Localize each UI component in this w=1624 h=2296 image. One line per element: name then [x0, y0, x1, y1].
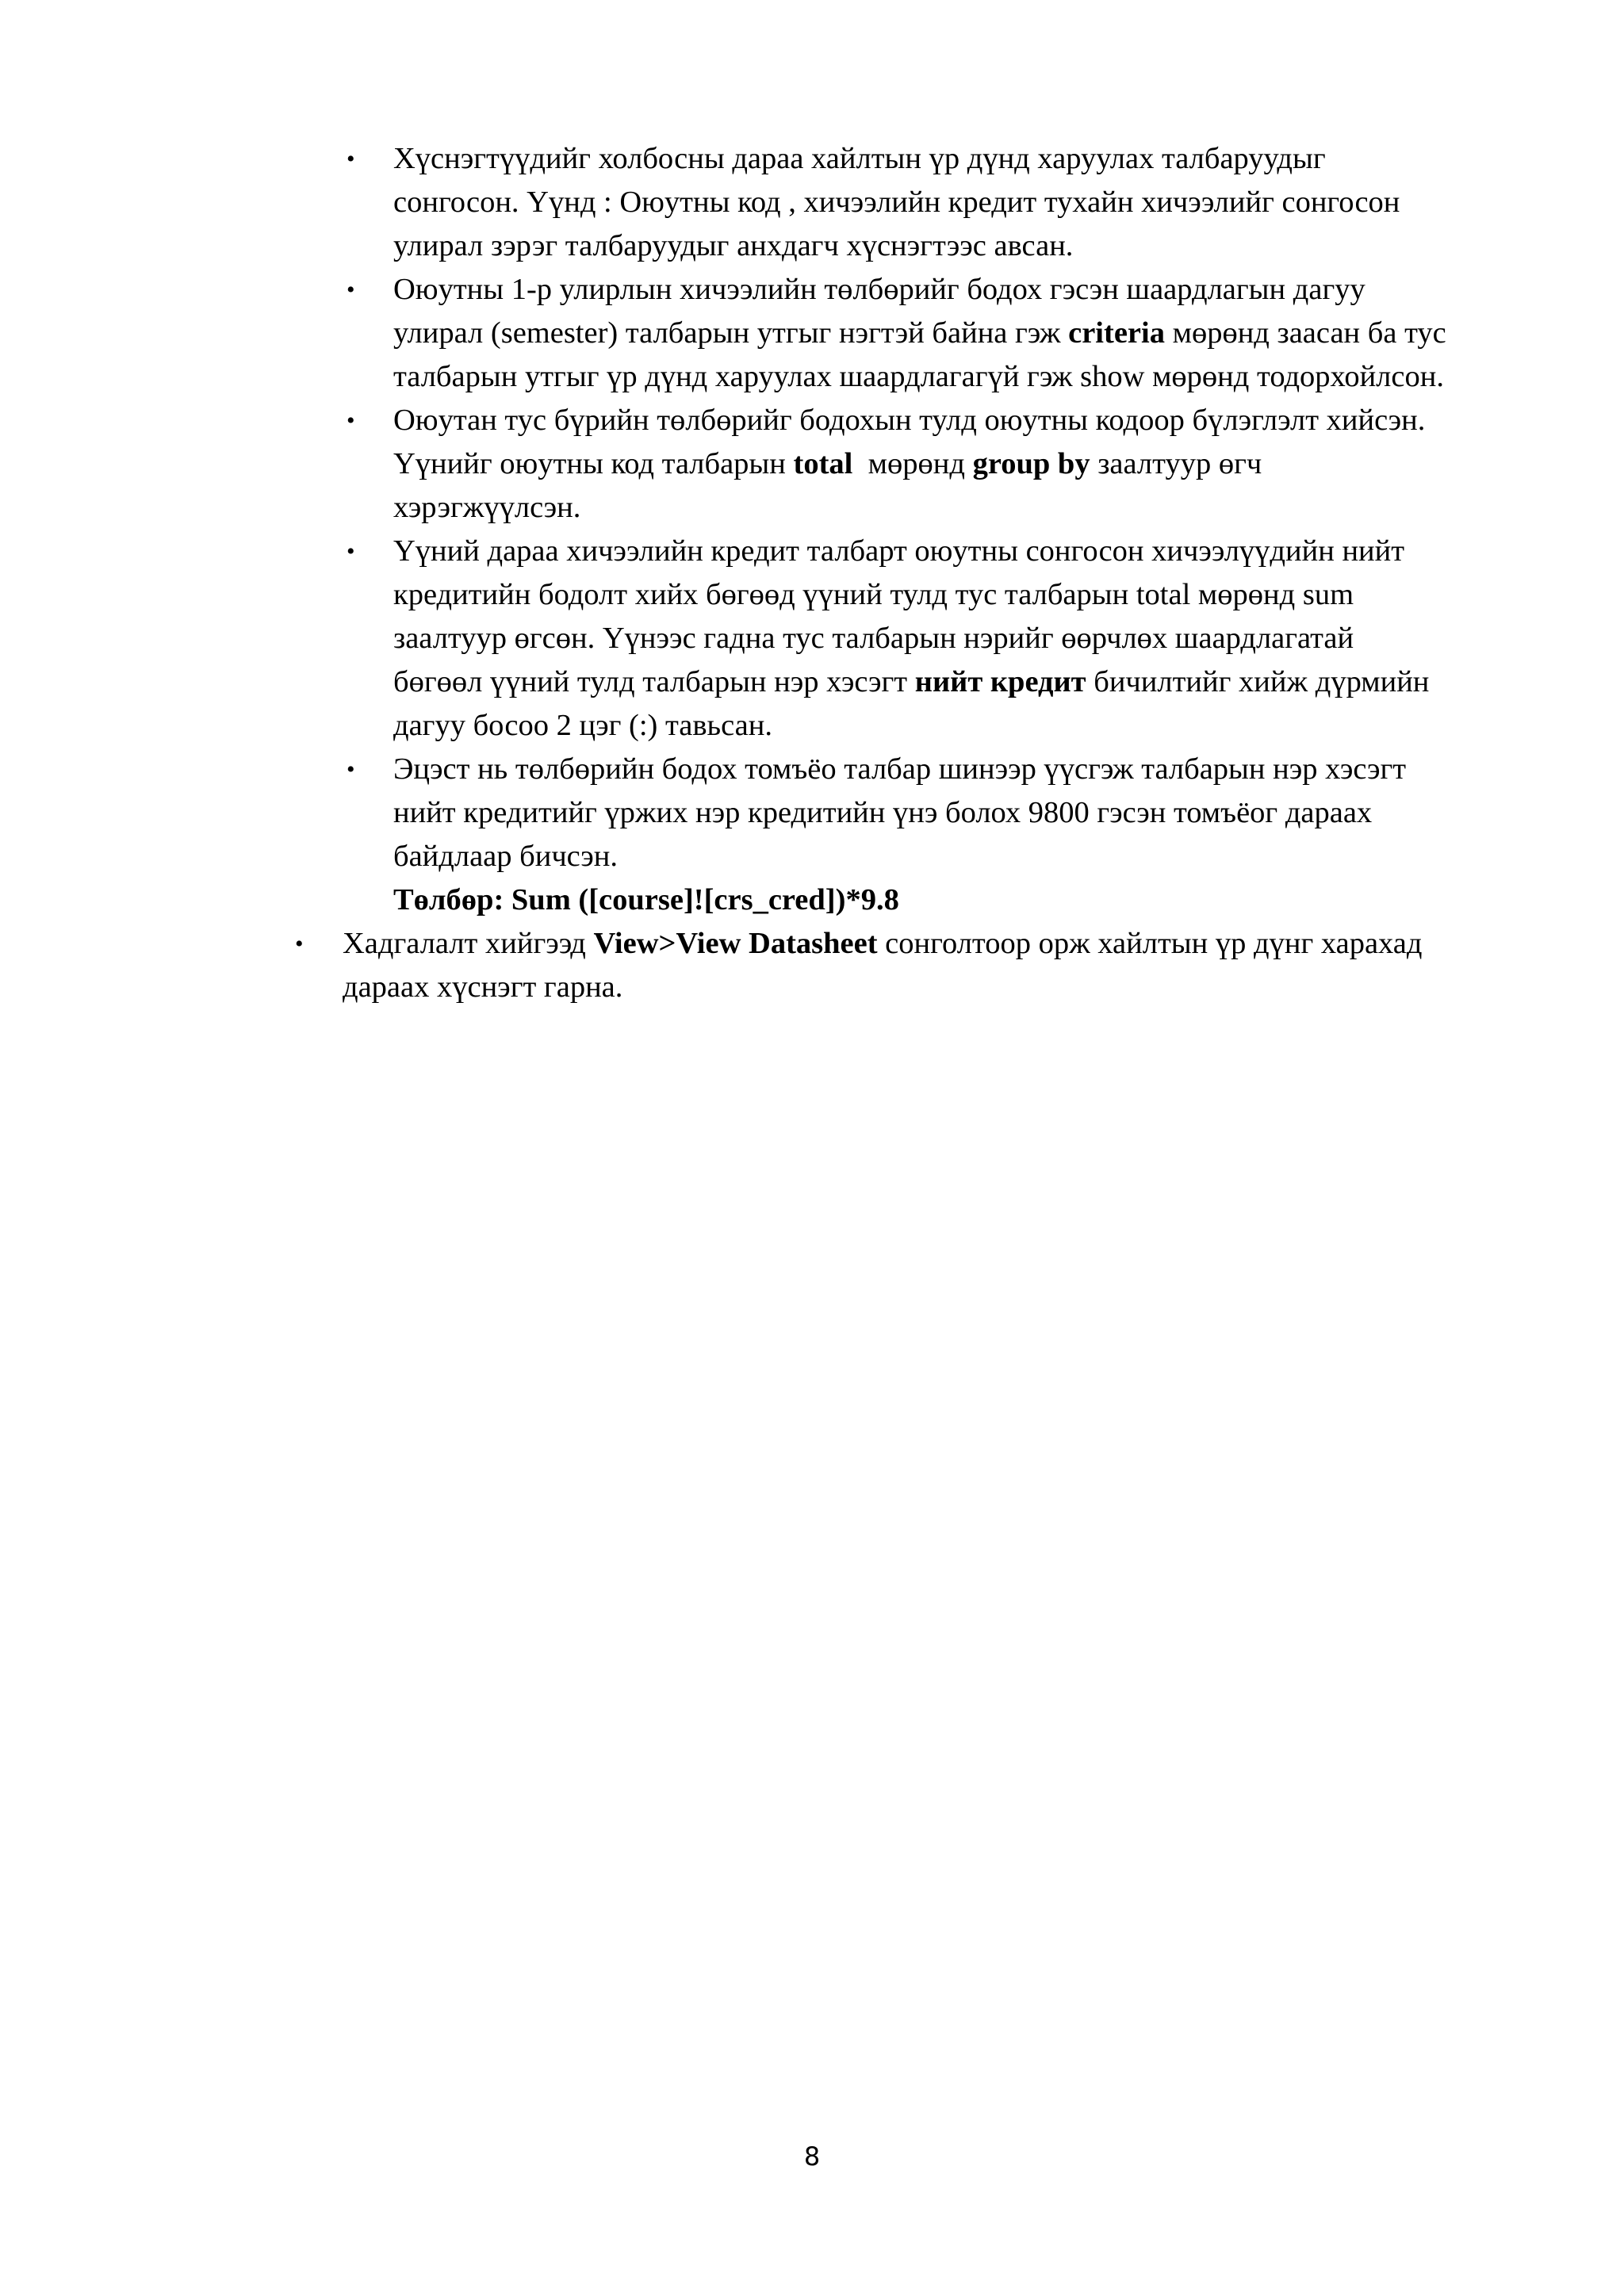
text-line: Үүний дараа хичээлийн кредит талбарт оюутны сонгосон хичээлүүдийн нийт [393, 534, 1405, 568]
text-span: Үүнийг оюутны код талбарын [393, 447, 794, 480]
text-line: Хүснэгтүүдийг холбосны дараа хайлтын үр дүнд харуулах талбаруудыг [393, 142, 1326, 175]
text-line [393, 312, 1446, 355]
text-line: хэрэгжүүлсэн. [393, 491, 581, 524]
text-line: нийт кредитийг үржих нэр кредитийн үнэ болох 9800 гэсэн томъёог дараах [393, 796, 1373, 829]
bold-term: View>View Datasheet [593, 927, 878, 960]
bullet-item-joined-fields [347, 137, 1400, 268]
bullet-icon: • [295, 931, 304, 957]
text-span: бичилтийг хийж дүрмийн [1086, 665, 1430, 698]
bold-term: нийт кредит [914, 665, 1086, 698]
bullet-item-semester-criteria [347, 268, 1446, 399]
bullet-icon: • [347, 146, 355, 172]
text-span: бөгөөл үүний тулд талбарын нэр хэсэгт [393, 665, 915, 698]
bullet-icon: • [347, 756, 355, 783]
text-line: Оюутны 1-р улирлын хичээлийн төлбөрийг бодох гэсэн шаардлагын дагуу [393, 273, 1365, 306]
text-span: Хадгалалт хийгээд [343, 927, 594, 960]
text-line: дараах хүснэгт гарна. [343, 970, 623, 1004]
text-line: Эцэст нь төлбөрийн бодох томъёо талбар шинээр үүсгэж талбарын нэр хэсэгт [393, 752, 1407, 786]
text-span: сонголтоор орж хайлтын үр дүнг харахад [877, 927, 1423, 960]
text-line: улирал зэрэг талбаруудыг анхдагч хүснэгтээс авсан. [393, 229, 1074, 262]
bullet-item-payment-formula [347, 748, 1407, 922]
bullet-item-view-datasheet [295, 922, 1423, 1009]
bullet-item-sum-credit [347, 530, 1430, 748]
text-line [393, 660, 1429, 704]
text-line: байдлаар бичсэн. [393, 840, 618, 873]
bold-term: group by [972, 447, 1090, 480]
text-line [393, 442, 1425, 486]
bold-term: criteria [1068, 316, 1165, 350]
page-number: 8 [803, 2141, 821, 2172]
text-line: сонгосон. Үүнд : Оюутны код , хичээлийн кредит тухайн хичээлийг сонгосон [393, 186, 1400, 219]
bullet-icon: • [347, 408, 355, 434]
text-span: заалтуур өгч [1090, 447, 1262, 480]
formula-text: Төлбөр: Sum ([course]![crs_cred])*9.8 [393, 883, 899, 916]
text-span: улирал (semester) талбарын утгыг нэгтэй байна гэж [393, 316, 1069, 350]
text-line: талбарын утгыг үр дүнд харуулах шаардлагагүй гэж show мөрөнд тодорхойлсон. [393, 360, 1444, 393]
text-line: заалтуур өгсөн. Үүнээс гадна тус талбарын нэрийг өөрчлөх шаардлагатай [393, 622, 1354, 655]
bullet-item-group-by [347, 399, 1426, 530]
text-line: Оюутан тус бүрийн төлбөрийг бодохын тулд оюутны кодоор бүлэглэлт хийсэн. [393, 404, 1426, 437]
text-line: кредитийн бодолт хийх бөгөөд үүний тулд тус талбарын total мөрөнд sum [393, 578, 1354, 611]
bullet-icon: • [347, 538, 355, 564]
text-span: мөрөнд [852, 447, 973, 480]
bold-term: total [793, 447, 853, 480]
bullet-icon: • [347, 277, 355, 303]
text-line [343, 922, 1422, 966]
text-line: дагуу босоо 2 цэг (:) тавьсан. [393, 709, 772, 742]
text-span: мөрөнд заасан ба тус [1164, 316, 1446, 350]
